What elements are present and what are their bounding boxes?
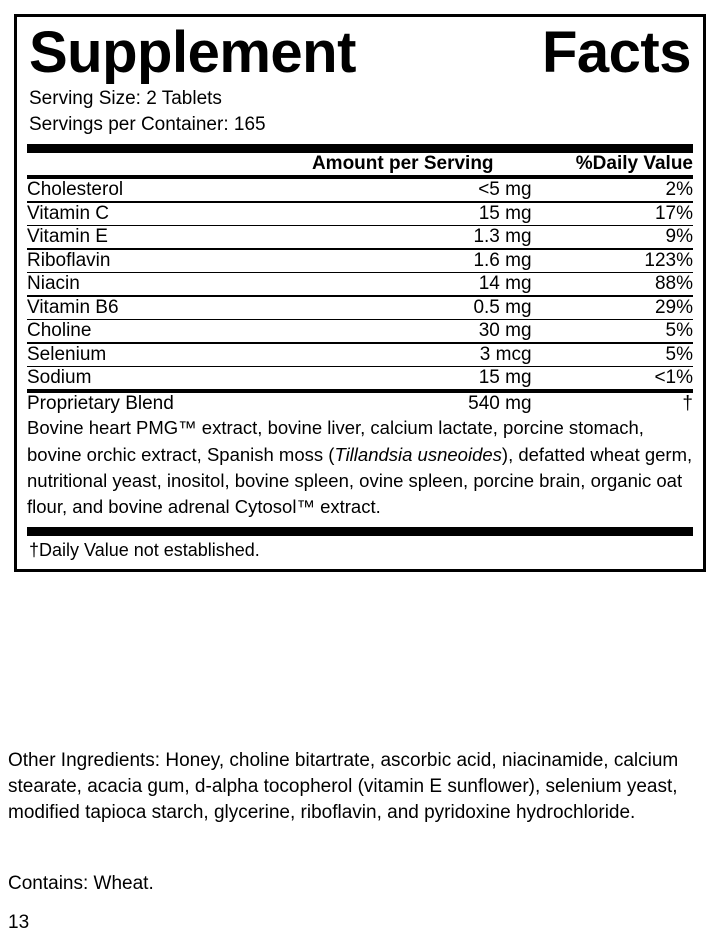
nutrient-name: Vitamin C	[27, 202, 110, 224]
nutrient-amount: 3 mcg	[479, 343, 532, 365]
table-row	[27, 250, 693, 272]
proprietary-blend-row	[27, 393, 693, 415]
nutrient-name: Choline	[27, 320, 92, 342]
nutrient-name: Sodium	[27, 367, 92, 389]
nutrient-daily-value: <1%	[654, 367, 693, 389]
nutrient-name: Selenium	[27, 343, 107, 365]
table-row	[27, 273, 693, 295]
nutrient-name: Vitamin B6	[27, 296, 119, 318]
servings-per-container: Servings per Container: 165	[29, 113, 266, 135]
nutrient-amount: 1.3 mg	[473, 226, 532, 248]
blend-desc-part1: Bovine heart PMG™ extract, bovine liver, calcium lactate, porcine stomach, bovine orchic extract, Spanish moss (	[27, 417, 644, 465]
serving-size: Serving Size: 2 Tablets	[29, 88, 222, 110]
proprietary-blend-name: Proprietary Blend	[27, 393, 174, 415]
table-row	[27, 344, 693, 366]
nutrient-amount: <5 mg	[478, 179, 532, 201]
proprietary-blend-amount: 540 mg	[468, 393, 532, 415]
table-row	[27, 367, 693, 389]
nutrient-daily-value: 2%	[665, 179, 693, 201]
nutrient-name: Riboflavin	[27, 249, 111, 271]
nutrient-daily-value: 5%	[665, 320, 693, 342]
nutrient-daily-value: 88%	[654, 273, 693, 295]
nutrient-name: Cholesterol	[27, 179, 124, 201]
blend-desc-part2: ), defatted wheat germ, nutritional yeast, inositol, bovine spleen, ovine spleen, porcine brain, organic oat flour, and bovine adrenal Cytosol™ extract.	[27, 443, 693, 518]
proprietary-blend-description	[27, 415, 693, 520]
nutrition-table	[27, 153, 693, 520]
nutrient-daily-value: 5%	[665, 343, 693, 365]
column-header-nutrient	[27, 153, 229, 175]
panel-title	[29, 20, 691, 85]
rule-thick-bottom	[27, 527, 693, 536]
nutrient-amount: 14 mg	[478, 273, 532, 295]
nutrient-daily-value: 123%	[644, 249, 693, 271]
proprietary-blend-daily-value: †	[682, 393, 693, 415]
rule-thick-top	[27, 144, 693, 153]
nutrient-amount: 30 mg	[478, 320, 532, 342]
nutrient-daily-value: 29%	[654, 296, 693, 318]
table-header-row	[27, 153, 693, 175]
panel-title-facts: Facts	[541, 20, 691, 85]
table-row	[27, 203, 693, 225]
nutrient-daily-value: 9%	[665, 226, 693, 248]
contains-statement: Contains: Wheat.	[8, 873, 154, 894]
table-row	[27, 226, 693, 248]
proprietary-blend-description-row	[27, 415, 693, 520]
nutrient-amount: 0.5 mg	[473, 296, 532, 318]
nutrient-name: Vitamin E	[27, 226, 108, 248]
table-row	[27, 179, 693, 201]
column-header-daily-value: %Daily Value	[575, 153, 693, 175]
table-row	[27, 297, 693, 319]
column-header-amount: Amount per Serving	[311, 153, 494, 175]
page-number: 13	[8, 912, 30, 933]
supplement-facts-panel	[14, 14, 706, 572]
nutrient-amount: 15 mg	[478, 202, 532, 224]
panel-title-supplement: Supplement	[29, 20, 356, 85]
nutrient-daily-value: 17%	[654, 202, 693, 224]
table-row	[27, 320, 693, 342]
blend-desc-latin-name: Tillandsia usneoides	[334, 443, 502, 465]
other-ingredients: Other Ingredients: Honey, choline bitartrate, ascorbic acid, niacinamide, calcium stearate, acacia gum, d-alpha tocopherol (vitamin E sunflower), selenium yeast, modified tapioca starch, glycerine, riboflavin, and pyridoxine hydrochloride.	[8, 750, 679, 824]
nutrient-amount: 1.6 mg	[473, 249, 532, 271]
nutrient-amount: 15 mg	[478, 367, 532, 389]
nutrient-name: Niacin	[27, 273, 80, 295]
daily-value-footnote: †Daily Value not established.	[29, 540, 260, 561]
